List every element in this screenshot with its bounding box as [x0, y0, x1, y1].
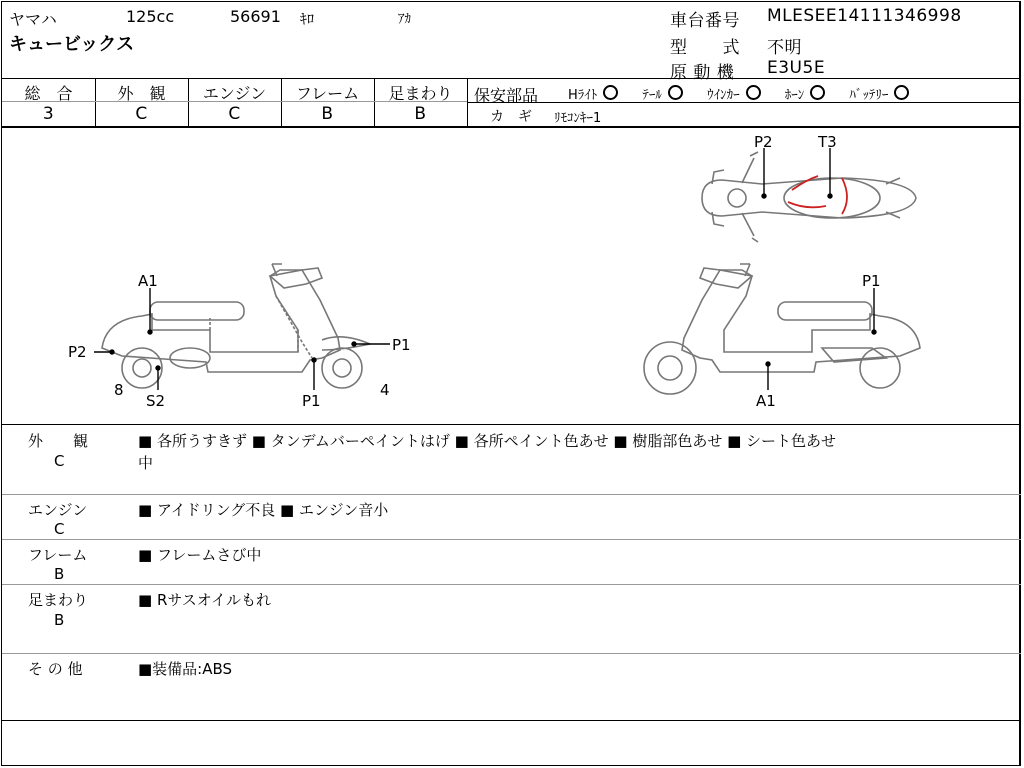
grade-overall-label: 総 合 [24, 84, 73, 103]
damage-label: P2 [754, 133, 773, 151]
safety-item-label: ｳｲﾝｶｰ [707, 88, 740, 103]
remark-grade-exterior: C [54, 452, 65, 470]
remark-title-other: そ の 他 [28, 660, 83, 678]
grade-frame-label: フレーム [295, 84, 360, 103]
remark-divider [2, 494, 1021, 495]
damage-label: P1 [302, 392, 321, 410]
grade-overall-value: 3 [42, 104, 55, 124]
remark-text-suspension: ■ Rサスオイルもれ [138, 591, 272, 609]
key-value: ﾘﾓｺﾝｷｰ1 [554, 111, 602, 126]
safety-item-horn [785, 88, 826, 103]
grade-exterior-value: C [135, 104, 148, 124]
type-label: 型 式 [670, 38, 740, 58]
remark-title-engine: エンジン [28, 501, 88, 519]
remark-text-exterior: ■ 各所うすきず ■ タンデムバーペイントはげ ■ 各所ペイント色あせ ■ 樹脂部色あせ ■ シート色あせ [138, 432, 837, 450]
damage-label: T3 [818, 133, 837, 151]
remark-text-other: ■装備品:ABS [138, 660, 233, 678]
frame-no: MLESEE14111346998 [767, 6, 962, 26]
damage-label: P1 [392, 336, 411, 354]
safety-title: 保安部品 [474, 86, 539, 105]
safety-items [568, 84, 909, 103]
remark-divider [2, 653, 1021, 654]
grade-engine-value: C [228, 104, 241, 124]
type-value: 不明 [767, 38, 802, 58]
safety-item-label: Hﾗｲﾄ [568, 88, 598, 103]
damage-label: 8 [114, 381, 124, 399]
safety-item-battery [849, 88, 909, 103]
model-name: キュービックス [9, 34, 135, 55]
remark-grade-engine: C [54, 520, 65, 538]
damage-label: P2 [68, 343, 87, 361]
grade-suspension-value: B [414, 104, 427, 124]
safety-item-tail [642, 88, 683, 103]
displacement: 125cc [126, 7, 175, 26]
maker: ヤマハ [9, 10, 57, 29]
safety-item-headlight [568, 88, 618, 103]
mileage-unit: ｷﾛ [300, 12, 314, 28]
frame-no-label: 車台番号 [670, 11, 740, 31]
damage-label: S2 [146, 392, 166, 410]
remark-divider [2, 584, 1021, 585]
header-divider [2, 78, 1021, 79]
ok-circle-icon [810, 85, 825, 100]
mileage: 56691 [230, 7, 281, 26]
remark-title-suspension: 足まわり [28, 591, 89, 609]
key-label: カ ギ [490, 109, 532, 125]
safety-item-label: ﾎｰﾝ [784, 88, 805, 103]
remark-title-exterior: 外 観 [28, 432, 89, 450]
grade-suspension-label: 足まわり [388, 84, 453, 103]
safety-item-winker [707, 88, 761, 103]
grade-exterior-label: 外 観 [117, 84, 166, 103]
engine-value: E3U5E [767, 58, 826, 78]
inspection-sheet [1, 1, 1021, 766]
remark-text-exterior-cont: 中 [138, 454, 154, 472]
remark-title-frame: フレーム [28, 546, 88, 564]
scooter-top-view [702, 152, 916, 242]
remark-text-frame: ■ フレームさび中 [138, 546, 262, 564]
engine-label: 原 動 機 [670, 63, 735, 83]
remark-text-engine: ■ アイドリング不良 ■ エンジン音小 [138, 501, 389, 519]
damage-label: A1 [756, 392, 776, 410]
grade-frame-value: B [321, 104, 334, 124]
ok-circle-icon [894, 85, 909, 100]
safety-item-label: ﾃｰﾙ [642, 88, 662, 103]
damage-label: P1 [862, 272, 881, 290]
damage-label: A1 [138, 272, 158, 290]
remark-grade-suspension: B [54, 611, 65, 629]
diagram-divider [2, 424, 1021, 425]
ok-circle-icon [668, 85, 683, 100]
remark-grade-frame: B [54, 565, 65, 583]
safety-item-label: ﾊﾞｯﾃﾘｰ [849, 88, 889, 103]
damage-label: 4 [380, 381, 390, 399]
remarks-bottom-divider [2, 720, 1021, 721]
color: ｱｶ [398, 12, 411, 27]
grade-engine-label: エンジン [202, 84, 267, 103]
ok-circle-icon [746, 85, 761, 100]
remark-divider [2, 539, 1021, 540]
ok-circle-icon [603, 85, 618, 100]
